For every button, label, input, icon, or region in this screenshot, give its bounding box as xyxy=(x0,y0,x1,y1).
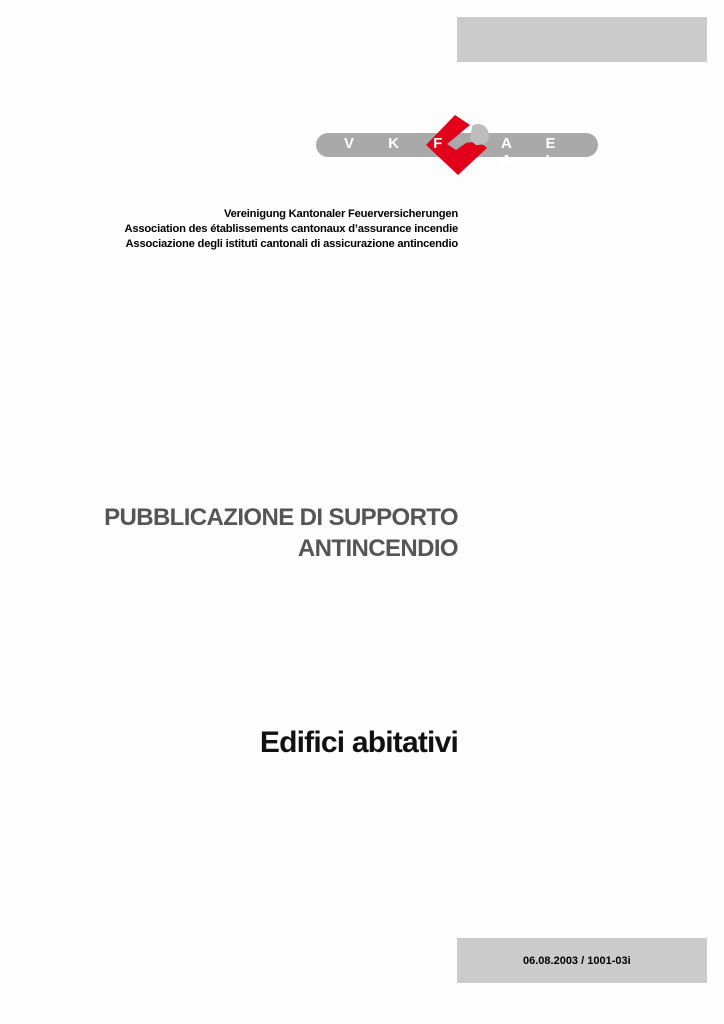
document-reference: 06.08.2003 / 1001-03i xyxy=(523,955,631,967)
publication-type-line-1: PUBBLICAZIONE DI SUPPORTO xyxy=(104,504,458,531)
vkf-aeai-logo xyxy=(316,112,598,178)
organization-name-fr: Association des établissements cantonaux d’assurance incendie xyxy=(124,223,458,235)
organization-name-de: Vereinigung Kantonaler Feuerversicherungen xyxy=(223,208,458,220)
document-title: Edifici abitativi xyxy=(259,726,458,759)
organization-names xyxy=(125,207,459,252)
publication-type-line-2: ANTINCENDIO xyxy=(297,535,458,562)
logo-aeai-text: A E A I xyxy=(501,135,571,169)
organization-name-it: Associazione degli istituti cantonali di assicurazione antincendio xyxy=(125,238,458,250)
top-gray-band xyxy=(457,17,707,62)
logo-vkf-text: V K F xyxy=(344,135,458,152)
publication-type xyxy=(104,502,458,564)
logo-gray-curve xyxy=(470,124,489,145)
